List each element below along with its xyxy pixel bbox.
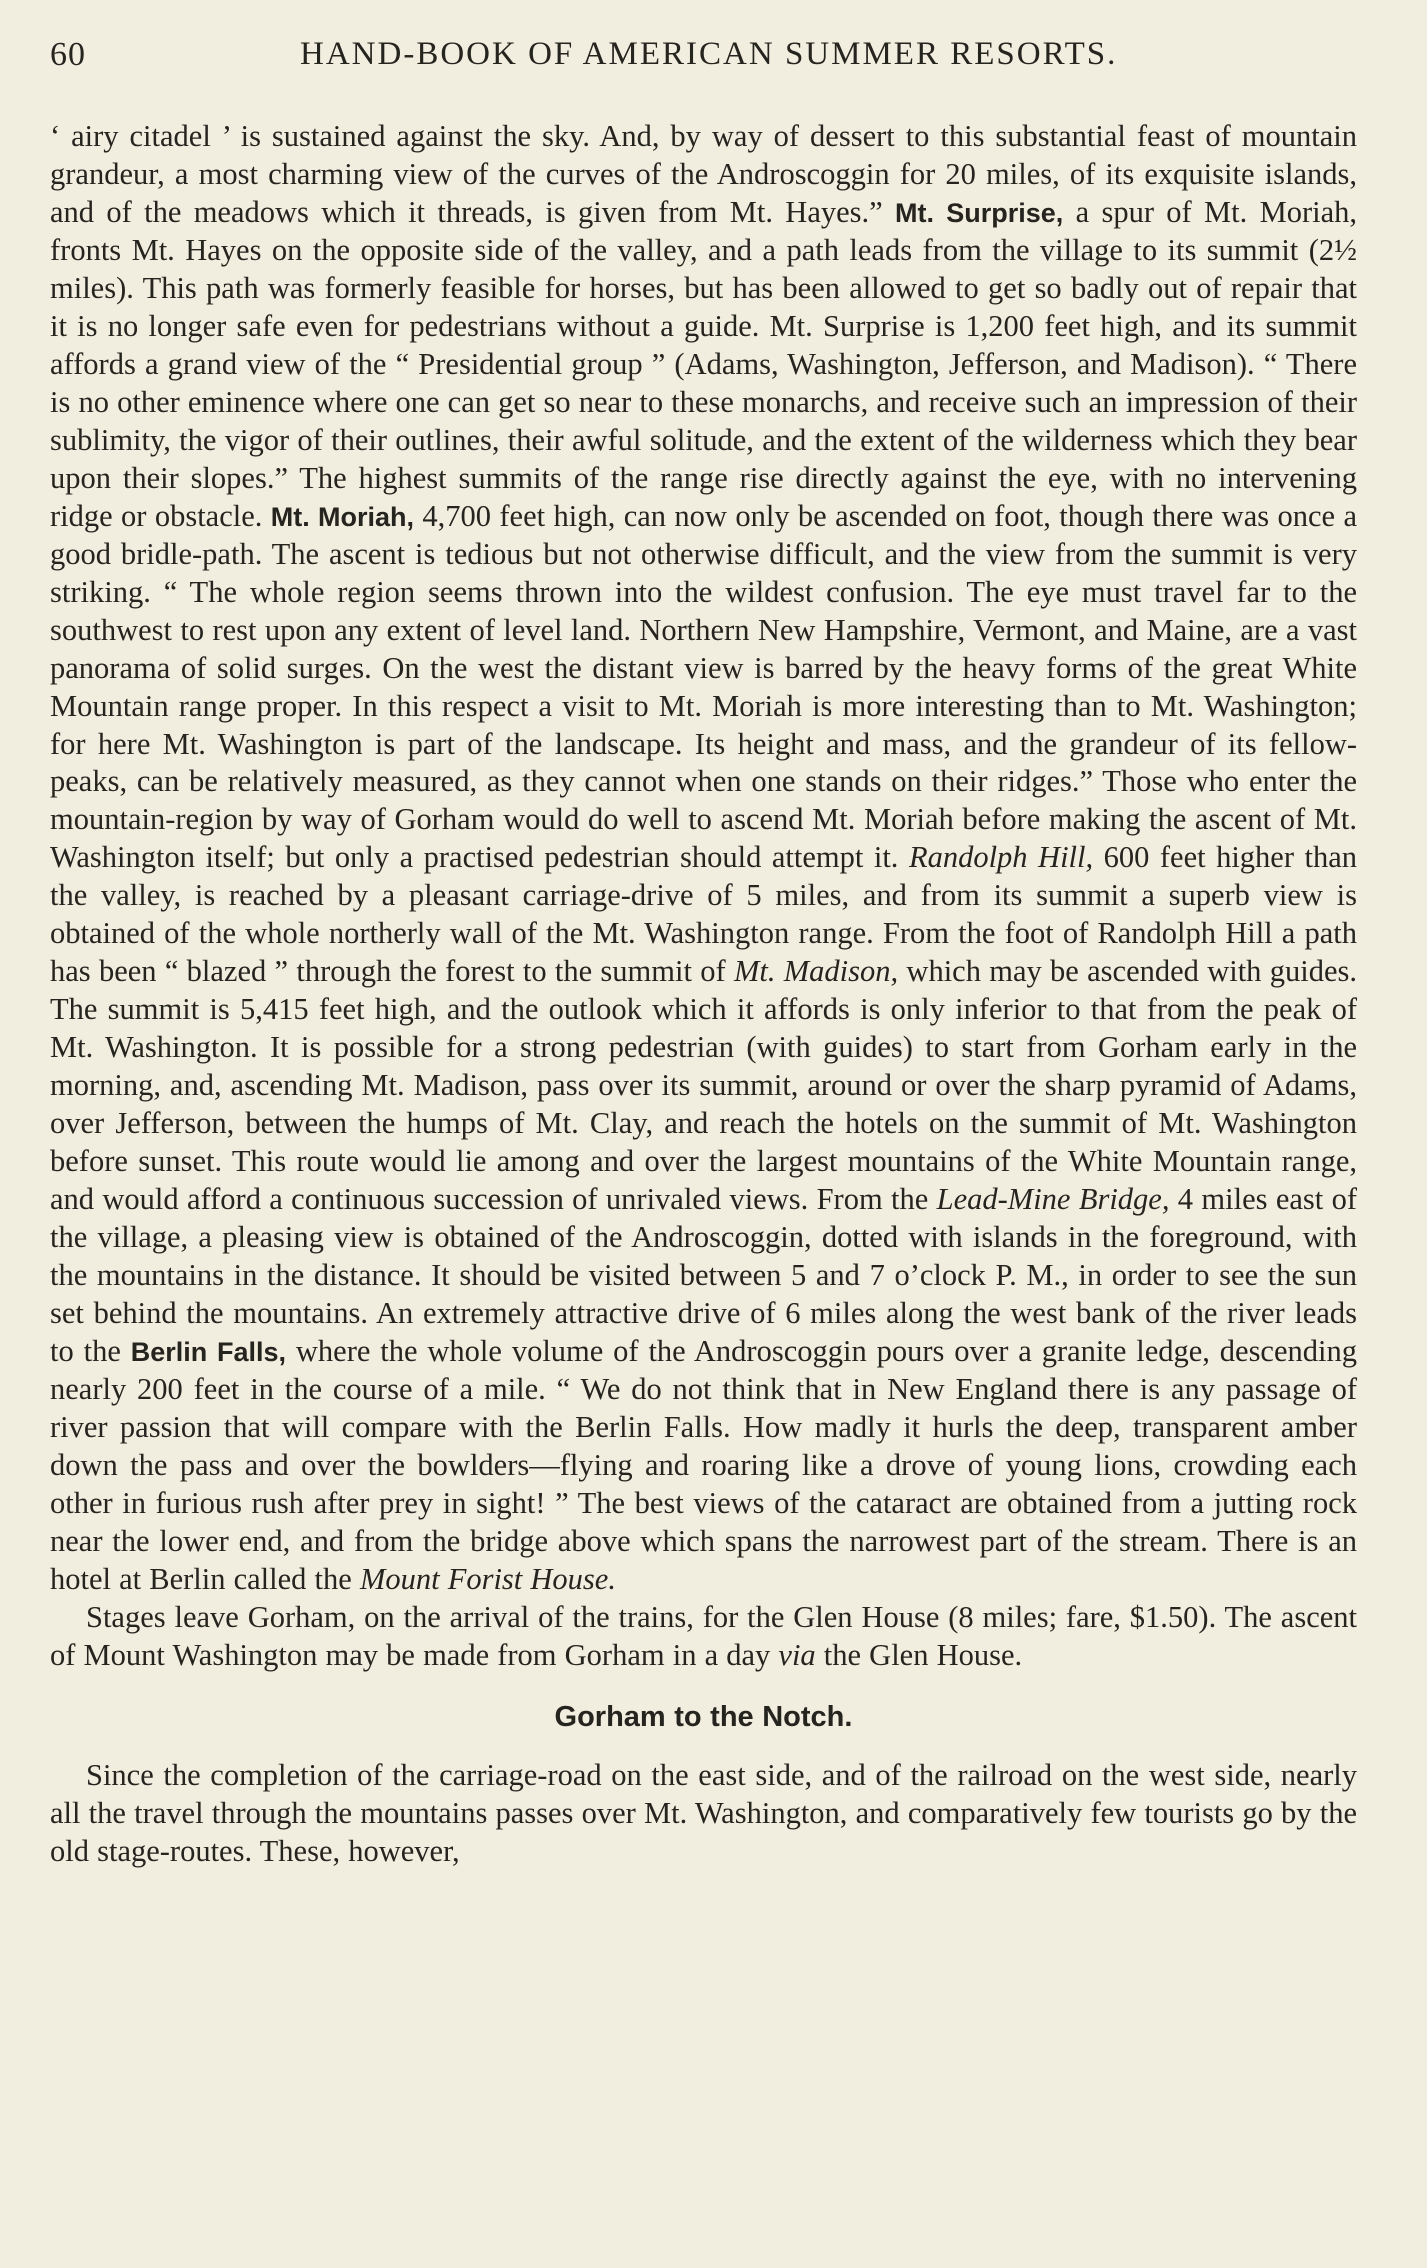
paragraph-text: the Glen House. bbox=[815, 1637, 1023, 1672]
paragraph-text: 4 miles east of the village, a pleasing view is obtained of the Androscoggin, dotted with islands in the foreground, with the mountains in the distance. It should be visited between 5 and 7 o’clock P. M., in order to see the sun set behind the mountains. An extremely attractive drive of 6 miles along the west bank of the river leads to the bbox=[50, 1182, 1357, 1368]
italic-via: via bbox=[778, 1637, 816, 1672]
place-name-lead-mine-bridge: Lead-Mine Bridge, bbox=[936, 1182, 1170, 1217]
paragraph-gorham-to-notch bbox=[50, 1757, 1357, 1871]
paragraph-text: Since the completion of the carriage-road on the east side, and of the railroad on the west side, nearly all the travel through the mountains passes over Mt. Washington, and comparatively few tourists go by the old stage-routes. These, however, bbox=[50, 1757, 1357, 1868]
place-name-mount-forist-house: Mount Forist House. bbox=[359, 1561, 616, 1596]
place-name-mt-madison: Mt. Madison, bbox=[733, 954, 899, 989]
paragraph-text: a spur of Mt. Moriah, fronts Mt. Hayes on the opposite side of the valley, and a path leads from the village to its summit (2½ miles). This path was formerly feasible for horses, but has been allowed to get so badly out of repair that it is no longer safe even for pedestrians without a guide. Mt. Surprise is 1,200 feet high, and its summit affords a grand view of the “ Presidential group ” (Adams, Washington, Jefferson, and Madison). “ There is no other eminence where one can get so near to these monarchs, and receive such an impression of their sublimity, the vigor of their outlines, their awful solitude, and the extent of the wilderness which they bear upon their slopes.” The highest summits of the range rise directly against the eye, with no intervening ridge or obstacle. bbox=[50, 194, 1357, 533]
place-name-mt-surprise: Mt. Surprise, bbox=[895, 197, 1064, 228]
page-number: 60 bbox=[50, 36, 86, 73]
paragraph-stages bbox=[50, 1599, 1357, 1675]
running-title: HAND-BOOK OF AMERICAN SUMMER RESORTS. bbox=[300, 36, 1118, 72]
paragraph-text: where the whole volume of the Androscoggin pours over a granite ledge, descending nearly 200 feet in the course of a mile. “ We do not think that in New England there is any passage of river passion that will compare with the Berlin Falls. How madly it hurls the deep, transparent amber down the pass and over the bowlders—flying and roaring like a drove of young lions, crowding each other in furious rush after prey in sight! ” The best views of the cataract are obtained from a jutting rock near the lower end, and from the bridge above which spans the narrowest part of the stream. There is an hotel at Berlin called the bbox=[50, 1334, 1357, 1596]
place-name-randolph-hill: Randolph Hill, bbox=[908, 840, 1094, 875]
paragraph-resorts-near-gorham bbox=[50, 118, 1357, 1599]
paragraph-text: ‘ airy citadel ’ is sustained against the sky. And, by way of dessert to this substantial feast of mountain grandeur, a most charming view of the curves of the Androscoggin for 20 miles, of its exquisite islands, and of the meadows which it threads, is given from Mt. Hayes.” bbox=[50, 119, 1357, 229]
place-name-mt-moriah: Mt. Moriah, bbox=[270, 501, 415, 532]
running-header bbox=[50, 30, 1357, 86]
paragraph-text: which may be ascended with guides. The summit is 5,415 feet high, and the outlook which it affords is only inferior to that from the peak of Mt. Washington. It is possible for a strong pedestrian (with guides) to start from Gorham early in the morning, and, ascending Mt. Madison, pass over its summit, around or over the sharp pyramid of Adams, over Jefferson, between the humps of Mt. Clay, and reach the hotels on the summit of Mt. Washington before sunset. This route would lie among and over the largest mountains of the White Mountain range, and would afford a continuous succession of unrivaled views. From the bbox=[50, 954, 1357, 1217]
section-heading: Gorham to the Notch. bbox=[554, 1700, 853, 1733]
paragraph-text: 4,700 feet high, can now only be ascended on foot, though there was once a good bridle-path. The ascent is tedious but not otherwise difficult, and the view from the summit is very striking. “ The whole region seems thrown into the wildest confusion. The eye must travel far to the southwest to rest upon any extent of level land. Northern New Hampshire, Vermont, and Maine, are a vast panorama of solid surges. On the west the distant view is barred by the heavy forms of the great White Mountain range proper. In this respect a visit to Mt. Moriah is more interesting than to Mt. Washington; for here Mt. Washington is part of the landscape. Its height and mass, and the grandeur of its fellow-peaks, can be relatively measured, as they cannot when one stands on their ridges.” Those who enter the mountain-region by way of Gorham would do well to ascend Mt. Moriah before making the ascent of Mt. Washington itself; but only a practised pedestrian should attempt it. bbox=[50, 498, 1357, 875]
body-text bbox=[50, 118, 1357, 1871]
paragraph-text: 600 feet higher than the valley, is reached by a pleasant carriage-drive of 5 miles, and from its summit a superb view is obtained of the whole northerly wall of the Mt. Washington range. From the foot of Randolph Hill a path has been “ blazed ” through the forest to the summit of bbox=[50, 840, 1358, 989]
paragraph-text: Stages leave Gorham, on the arrival of the trains, for the Glen House (8 miles; fare, $1.50). The ascent of Mount Washington may be made from Gorham in a day bbox=[50, 1599, 1357, 1672]
place-name-berlin-falls: Berlin Falls, bbox=[130, 1337, 287, 1367]
